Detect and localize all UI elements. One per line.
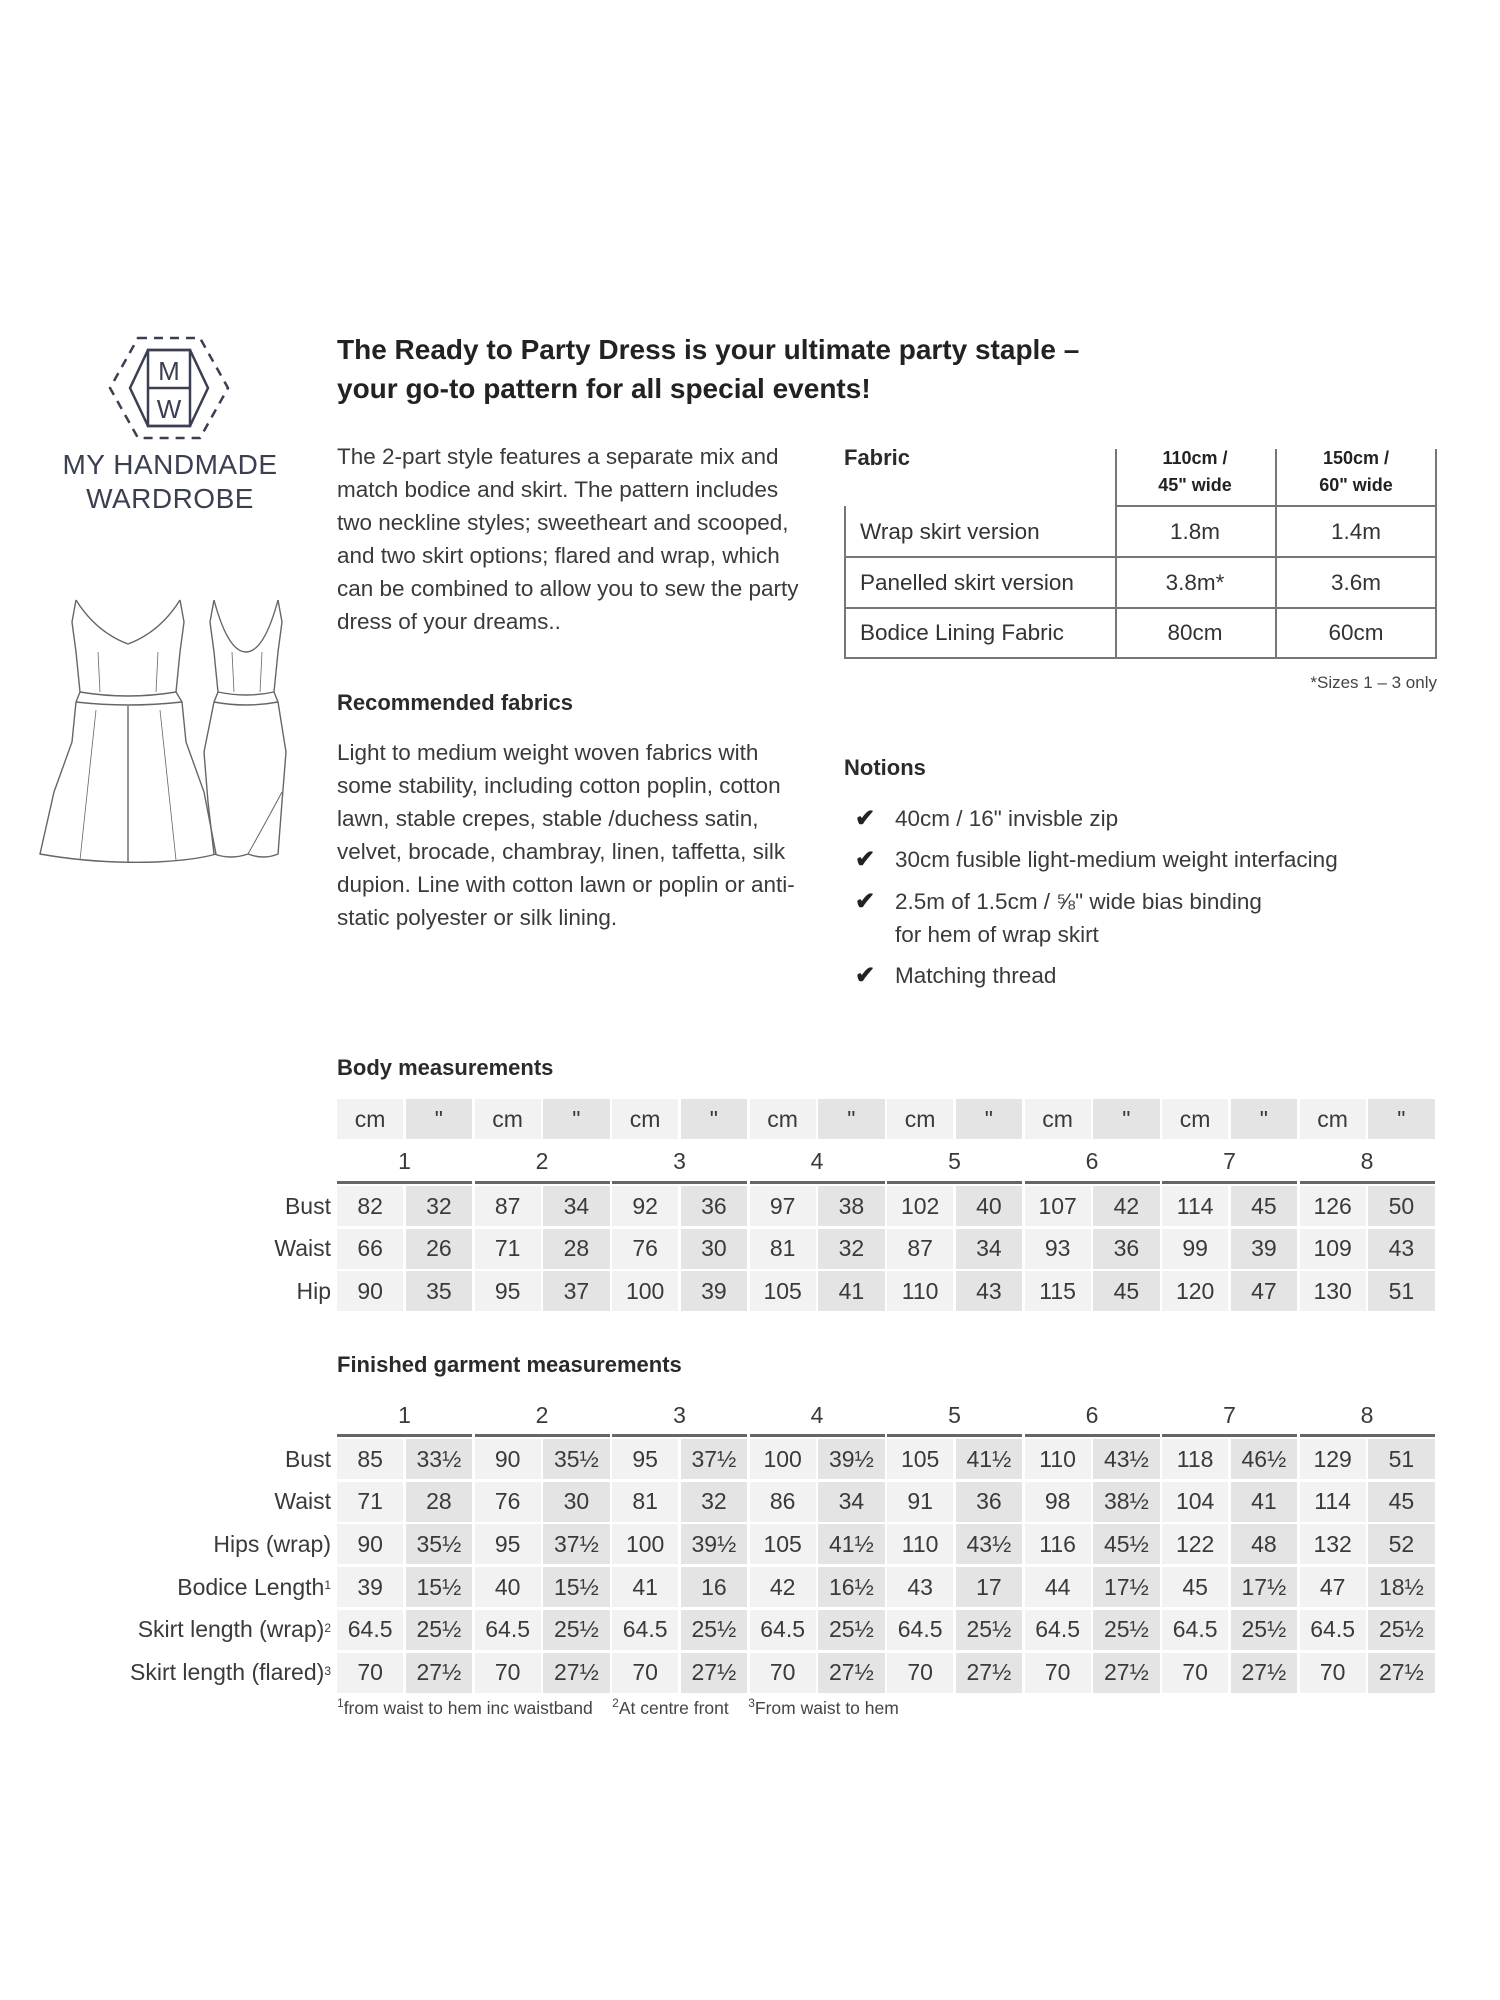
unit-cm-header: cm bbox=[1300, 1099, 1366, 1139]
measurement-cell: 51 bbox=[1368, 1439, 1434, 1479]
size-header: 6 bbox=[1085, 1401, 1099, 1428]
measurement-cell: 38½ bbox=[1093, 1482, 1159, 1522]
measurement-cell: 66 bbox=[337, 1229, 403, 1269]
measurement-cell: 114 bbox=[1300, 1482, 1366, 1522]
unit-inch-header: " bbox=[543, 1099, 609, 1139]
size-divider bbox=[337, 1181, 472, 1184]
size-header: 7 bbox=[1223, 1147, 1236, 1174]
size-header: 7 bbox=[1223, 1401, 1236, 1428]
measurement-cell: 87 bbox=[475, 1186, 541, 1226]
measurement-cell: 16½ bbox=[818, 1567, 884, 1607]
row-label-footnote: 2 bbox=[324, 1620, 331, 1635]
measurement-cell: 39½ bbox=[818, 1439, 884, 1479]
measurement-cell: 130 bbox=[1300, 1271, 1366, 1311]
measurement-cell: 36 bbox=[956, 1482, 1022, 1522]
measurement-cell: 93 bbox=[1025, 1229, 1091, 1269]
unit-inch-header: " bbox=[1231, 1099, 1297, 1139]
measurement-cell: 90 bbox=[475, 1439, 541, 1479]
measurement-cell: 17½ bbox=[1231, 1567, 1297, 1607]
measurement-cell: 100 bbox=[612, 1524, 678, 1564]
logo-hexagon-icon bbox=[108, 336, 230, 440]
measurement-cell: 64.5 bbox=[1162, 1610, 1228, 1650]
measurement-cell: 70 bbox=[750, 1653, 816, 1693]
body-measurements-heading: Body measurements bbox=[337, 1055, 554, 1080]
measurement-cell: 25½ bbox=[681, 1610, 747, 1650]
measurement-cell: 115 bbox=[1025, 1271, 1091, 1311]
measurement-cell: 30 bbox=[681, 1229, 747, 1269]
size-header: 4 bbox=[810, 1401, 824, 1428]
measurement-cell: 15½ bbox=[543, 1567, 609, 1607]
unit-inch-header: " bbox=[681, 1099, 747, 1139]
measurement-cell: 71 bbox=[475, 1229, 541, 1269]
measurement-cell: 90 bbox=[337, 1271, 403, 1311]
recommended-fabrics-text: Light to medium weight woven fabrics with some stability, including cotton poplin, cotton lawn, stable crepes, stable /duchess satin, velvet, brocade, chambray, linen, taffetta, silk dupion. Line with cotton lawn or poplin or anti-static polyester or silk lining. bbox=[337, 740, 795, 930]
measurement-cell: 45 bbox=[1162, 1567, 1228, 1607]
size-divider bbox=[750, 1434, 885, 1437]
measurement-cell: 17½ bbox=[1093, 1567, 1159, 1607]
fabric-row-150: 3.6m bbox=[1330, 569, 1382, 595]
unit-cm-header: cm bbox=[612, 1099, 678, 1139]
size-divider bbox=[475, 1434, 610, 1437]
size-header: 2 bbox=[535, 1147, 549, 1174]
fabric-col-150-line2: 60" wide bbox=[1319, 475, 1393, 495]
unit-cm-header: cm bbox=[1025, 1099, 1091, 1139]
measurement-cell: 64.5 bbox=[475, 1610, 541, 1650]
measurement-cell: 27½ bbox=[1368, 1653, 1434, 1693]
measurement-cell: 70 bbox=[1162, 1653, 1228, 1693]
measurement-cell: 25½ bbox=[1368, 1610, 1434, 1650]
measurement-cell: 47 bbox=[1231, 1271, 1297, 1311]
measurement-cell: 17 bbox=[956, 1567, 1022, 1607]
measurement-cell: 37½ bbox=[681, 1439, 747, 1479]
measurement-cell: 110 bbox=[887, 1271, 953, 1311]
measurement-cell: 114 bbox=[1162, 1186, 1228, 1226]
size-header: 5 bbox=[948, 1401, 961, 1428]
measurement-cell: 27½ bbox=[543, 1653, 609, 1693]
measurement-cell: 76 bbox=[612, 1229, 678, 1269]
measurement-cell: 26 bbox=[406, 1229, 472, 1269]
measurement-cell: 37 bbox=[543, 1271, 609, 1311]
size-divider bbox=[1300, 1434, 1435, 1437]
measurement-cell: 32 bbox=[818, 1229, 884, 1269]
notion-text-line2: for hem of wrap skirt bbox=[895, 922, 1099, 947]
measurement-cell: 64.5 bbox=[337, 1610, 403, 1650]
row-label bbox=[138, 1610, 331, 1650]
measurement-cell: 70 bbox=[612, 1653, 678, 1693]
size-divider bbox=[1300, 1181, 1435, 1184]
measurement-cell: 85 bbox=[337, 1439, 403, 1479]
measurement-cell: 118 bbox=[1162, 1439, 1228, 1479]
measurement-cell: 27½ bbox=[681, 1653, 747, 1693]
row-label-text: Hips (wrap) bbox=[213, 1530, 331, 1557]
measurement-cell: 98 bbox=[1025, 1482, 1091, 1522]
row-label-footnote: 1 bbox=[324, 1578, 331, 1593]
measurement-cell: 71 bbox=[337, 1482, 403, 1522]
measurement-cell: 99 bbox=[1162, 1229, 1228, 1269]
notions-heading: Notions bbox=[844, 755, 926, 780]
fabric-table bbox=[844, 445, 1437, 692]
measurement-cell: 25½ bbox=[543, 1610, 609, 1650]
svg-text:M: M bbox=[158, 356, 180, 386]
measurement-cell: 48 bbox=[1231, 1524, 1297, 1564]
measurement-cell: 15½ bbox=[406, 1567, 472, 1607]
row-label bbox=[296, 1271, 331, 1311]
measurement-cell: 34 bbox=[818, 1482, 884, 1522]
measurement-cell: 104 bbox=[1162, 1482, 1228, 1522]
measurement-cell: 70 bbox=[1025, 1653, 1091, 1693]
measurement-cell: 36 bbox=[1093, 1229, 1159, 1269]
size-header: 1 bbox=[398, 1147, 411, 1174]
notion-text: 2.5m of 1.5cm / ⅝" wide bias binding bbox=[895, 889, 1262, 914]
measurement-cell: 42 bbox=[750, 1567, 816, 1607]
unit-cm-header: cm bbox=[475, 1099, 541, 1139]
measurement-cell: 25½ bbox=[818, 1610, 884, 1650]
measurement-cell: 64.5 bbox=[612, 1610, 678, 1650]
notion-text: 40cm / 16" invisble zip bbox=[895, 806, 1119, 831]
measurement-cell: 39 bbox=[681, 1271, 747, 1311]
measurement-cell: 76 bbox=[475, 1482, 541, 1522]
notion-text: 30cm fusible light-medium weight interfacing bbox=[895, 847, 1338, 872]
fabric-sizes-note: *Sizes 1 – 3 only bbox=[1310, 673, 1437, 692]
measurement-cell: 64.5 bbox=[750, 1610, 816, 1650]
measurement-cell: 33½ bbox=[406, 1439, 472, 1479]
measurement-cell: 64.5 bbox=[1300, 1610, 1366, 1650]
measurement-cell: 32 bbox=[681, 1482, 747, 1522]
notion-text: Matching thread bbox=[895, 963, 1057, 988]
row-label bbox=[213, 1524, 331, 1564]
size-divider bbox=[887, 1181, 1022, 1184]
measurement-cell: 91 bbox=[887, 1482, 953, 1522]
measurement-cell: 45 bbox=[1093, 1271, 1159, 1311]
fabric-col-150-line1: 150cm / bbox=[1322, 448, 1390, 468]
measurement-cell: 28 bbox=[406, 1482, 472, 1522]
size-header: 4 bbox=[810, 1147, 824, 1174]
size-divider bbox=[750, 1181, 885, 1184]
measurement-cell: 27½ bbox=[406, 1653, 472, 1693]
fabric-col-110-line2: 45" wide bbox=[1158, 475, 1232, 495]
measurement-cell: 34 bbox=[543, 1186, 609, 1226]
size-divider bbox=[1025, 1434, 1160, 1437]
measurement-cell: 39 bbox=[337, 1567, 403, 1607]
measurement-cell: 97 bbox=[750, 1186, 816, 1226]
measurement-cell: 27½ bbox=[956, 1653, 1022, 1693]
measurement-cell: 70 bbox=[475, 1653, 541, 1693]
fabric-table-title: Fabric bbox=[844, 445, 911, 470]
row-label-text: Bust bbox=[284, 1445, 331, 1472]
fabric-row-110: 3.8m* bbox=[1165, 569, 1225, 595]
dress-drawing-icon bbox=[36, 592, 296, 867]
unit-inch-header: " bbox=[956, 1099, 1022, 1139]
unit-cm-header: cm bbox=[1162, 1099, 1228, 1139]
measurement-cell: 45½ bbox=[1093, 1524, 1159, 1564]
measurement-cell: 41½ bbox=[818, 1524, 884, 1564]
finished-footnotes bbox=[337, 1698, 899, 1719]
measurement-cell: 42 bbox=[1093, 1186, 1159, 1226]
fabric-row-110: 1.8m bbox=[1169, 519, 1221, 544]
fabric-col-110 bbox=[1115, 445, 1275, 499]
measurement-cell: 36 bbox=[681, 1186, 747, 1226]
measurement-cell: 43 bbox=[1368, 1229, 1434, 1269]
measurement-cell: 107 bbox=[1025, 1186, 1091, 1226]
measurement-cell: 132 bbox=[1300, 1524, 1366, 1564]
unit-inch-header: " bbox=[1368, 1099, 1434, 1139]
measurement-cell: 81 bbox=[750, 1229, 816, 1269]
measurement-cell: 39 bbox=[1231, 1229, 1297, 1269]
row-label-text: Skirt length (wrap) bbox=[137, 1616, 325, 1643]
unit-inch-header: " bbox=[818, 1099, 884, 1139]
size-header: 2 bbox=[535, 1401, 549, 1428]
size-divider bbox=[337, 1434, 472, 1437]
measurement-cell: 43 bbox=[887, 1567, 953, 1607]
size-divider bbox=[1162, 1434, 1297, 1437]
size-header: 6 bbox=[1085, 1147, 1099, 1174]
measurement-cell: 50 bbox=[1368, 1186, 1434, 1226]
row-label-footnote: 3 bbox=[324, 1663, 331, 1678]
measurement-cell: 95 bbox=[612, 1439, 678, 1479]
measurement-cell: 25½ bbox=[406, 1610, 472, 1650]
finished-measurements-heading: Finished garment measurements bbox=[337, 1352, 682, 1377]
measurement-cell: 70 bbox=[887, 1653, 953, 1693]
fabric-col-150 bbox=[1275, 445, 1437, 499]
measurement-cell: 16 bbox=[681, 1567, 747, 1607]
measurement-cell: 95 bbox=[475, 1271, 541, 1311]
row-label bbox=[285, 1439, 331, 1479]
size-divider bbox=[475, 1181, 610, 1184]
measurement-cell: 43 bbox=[956, 1271, 1022, 1311]
row-label-text: Skirt length (flared) bbox=[130, 1659, 325, 1685]
row-label bbox=[177, 1567, 331, 1607]
measurement-cell: 41 bbox=[818, 1271, 884, 1311]
measurement-cell: 70 bbox=[337, 1653, 403, 1693]
intro-paragraph: The 2-part style features a separate mix and match bodice and skirt. The pattern includes two neckline styles; sweetheart and scooped, and two skirt options; flared and wrap, which can be combined to allow you to sew the party dress of your dreams.. bbox=[337, 444, 799, 634]
size-divider bbox=[1025, 1181, 1160, 1184]
measurement-cell: 70 bbox=[1300, 1653, 1366, 1693]
page-title-line1: The Ready to Party Dress is your ultimate party staple – bbox=[337, 334, 1080, 365]
notion-item bbox=[855, 959, 1415, 1029]
measurement-cell: 81 bbox=[612, 1482, 678, 1522]
unit-inch-header: " bbox=[1093, 1099, 1159, 1139]
measurement-cell: 44 bbox=[1025, 1567, 1091, 1607]
measurement-cell: 109 bbox=[1300, 1229, 1366, 1269]
footnote-1: $^1$from waist to hem inc waistband bbox=[337, 1696, 593, 1718]
measurement-cell: 90 bbox=[337, 1524, 403, 1564]
measurement-cell: 64.5 bbox=[887, 1610, 953, 1650]
measurement-cell: 92 bbox=[612, 1186, 678, 1226]
measurement-cell: 41 bbox=[612, 1567, 678, 1607]
measurement-cell: 105 bbox=[887, 1439, 953, 1479]
measurement-cell: 95 bbox=[475, 1524, 541, 1564]
row-label bbox=[274, 1229, 331, 1269]
notion-item bbox=[855, 885, 1415, 955]
fabric-row-label: Wrap skirt version bbox=[860, 519, 1040, 544]
measurement-cell: 41 bbox=[1231, 1482, 1297, 1522]
measurement-cell: 105 bbox=[750, 1271, 816, 1311]
fabric-row-150: 60cm bbox=[1328, 620, 1384, 645]
size-divider bbox=[1162, 1181, 1297, 1184]
brand-name-line1: MY HANDMADE bbox=[62, 449, 278, 480]
unit-cm-header: cm bbox=[887, 1099, 953, 1139]
fabric-row-110: 80cm bbox=[1167, 620, 1223, 645]
measurement-cell: 45 bbox=[1231, 1186, 1297, 1226]
measurement-cell: 25½ bbox=[1093, 1610, 1159, 1650]
measurement-cell: 27½ bbox=[1093, 1653, 1159, 1693]
page-title bbox=[337, 330, 1157, 408]
measurement-cell: 105 bbox=[750, 1524, 816, 1564]
brand-logo bbox=[108, 336, 230, 440]
measurement-cell: 37½ bbox=[543, 1524, 609, 1564]
measurement-cell: 64.5 bbox=[1025, 1610, 1091, 1650]
size-header: 5 bbox=[948, 1147, 961, 1174]
measurement-cell: 25½ bbox=[1231, 1610, 1297, 1650]
measurement-cell: 46½ bbox=[1231, 1439, 1297, 1479]
measurement-cell: 27½ bbox=[1231, 1653, 1297, 1693]
size-header: 8 bbox=[1360, 1147, 1374, 1174]
measurement-cell: 28 bbox=[543, 1229, 609, 1269]
brand-name-line2: WARDROBE bbox=[86, 483, 254, 514]
measurement-cell: 25½ bbox=[956, 1610, 1022, 1650]
row-label bbox=[285, 1186, 331, 1226]
footnote-2: $^2$At centre front bbox=[612, 1696, 729, 1718]
row-label bbox=[274, 1482, 331, 1522]
measurement-cell: 120 bbox=[1162, 1271, 1228, 1311]
dress-illustrations bbox=[36, 592, 296, 867]
unit-cm-header: cm bbox=[750, 1099, 816, 1139]
measurement-cell: 40 bbox=[475, 1567, 541, 1607]
row-label-text: Bust bbox=[284, 1192, 331, 1219]
measurement-cell: 86 bbox=[750, 1482, 816, 1522]
row-label-text: Hip bbox=[296, 1277, 331, 1304]
measurement-cell: 43½ bbox=[956, 1524, 1022, 1564]
measurement-cell: 18½ bbox=[1368, 1567, 1434, 1607]
check-icon: ✔ bbox=[855, 846, 876, 873]
check-icon: ✔ bbox=[855, 962, 876, 989]
row-label-text: Waist bbox=[274, 1235, 331, 1262]
size-divider bbox=[887, 1434, 1022, 1437]
measurement-cell: 43½ bbox=[1093, 1439, 1159, 1479]
measurement-cell: 47 bbox=[1300, 1567, 1366, 1607]
measurement-cell: 45 bbox=[1368, 1482, 1434, 1522]
measurement-cell: 34 bbox=[956, 1229, 1022, 1269]
measurement-cell: 35½ bbox=[543, 1439, 609, 1479]
footnote-3: $^3$From waist to hem bbox=[748, 1696, 899, 1718]
row-label-text: Bodice Length bbox=[177, 1573, 325, 1600]
unit-cm-header: cm bbox=[337, 1099, 403, 1139]
measurement-cell: 116 bbox=[1025, 1524, 1091, 1564]
measurement-cell: 35½ bbox=[406, 1524, 472, 1564]
measurement-cell: 100 bbox=[612, 1271, 678, 1311]
measurement-cell: 41½ bbox=[956, 1439, 1022, 1479]
measurement-cell: 126 bbox=[1300, 1186, 1366, 1226]
recommended-fabrics-heading: Recommended fabrics bbox=[337, 690, 573, 715]
measurement-cell: 102 bbox=[887, 1186, 953, 1226]
measurement-cell: 122 bbox=[1162, 1524, 1228, 1564]
size-header: 3 bbox=[673, 1147, 686, 1174]
fabric-row-label: Panelled skirt version bbox=[860, 569, 1074, 595]
measurement-cell: 32 bbox=[406, 1186, 472, 1226]
svg-text:W: W bbox=[156, 394, 182, 424]
measurement-cell: 87 bbox=[887, 1229, 953, 1269]
row-label-text: Waist bbox=[274, 1488, 331, 1515]
measurement-cell: 38 bbox=[818, 1186, 884, 1226]
size-divider bbox=[612, 1181, 747, 1184]
measurement-cell: 110 bbox=[1025, 1439, 1091, 1479]
measurement-cell: 100 bbox=[750, 1439, 816, 1479]
measurement-cell: 129 bbox=[1300, 1439, 1366, 1479]
fabric-row-label: Bodice Lining Fabric bbox=[860, 620, 1064, 645]
measurement-cell: 52 bbox=[1368, 1524, 1434, 1564]
fabric-col-110-line1: 110cm / bbox=[1162, 448, 1228, 468]
size-header: 8 bbox=[1360, 1401, 1374, 1428]
check-icon: ✔ bbox=[855, 805, 876, 832]
measurement-cell: 40 bbox=[956, 1186, 1022, 1226]
measurement-cell: 27½ bbox=[818, 1653, 884, 1693]
measurement-cell: 39½ bbox=[681, 1524, 747, 1564]
check-icon: ✔ bbox=[855, 888, 876, 915]
page-title-line2: your go-to pattern for all special events! bbox=[337, 373, 871, 404]
measurement-cell: 110 bbox=[887, 1524, 953, 1564]
measurement-cell: 82 bbox=[337, 1186, 403, 1226]
size-divider bbox=[612, 1434, 747, 1437]
size-header: 3 bbox=[673, 1401, 686, 1428]
row-label bbox=[130, 1653, 331, 1693]
measurement-cell: 35 bbox=[406, 1271, 472, 1311]
measurement-cell: 51 bbox=[1368, 1271, 1434, 1311]
unit-inch-header: " bbox=[406, 1099, 472, 1139]
size-header: 1 bbox=[398, 1401, 411, 1428]
measurement-cell: 30 bbox=[543, 1482, 609, 1522]
fabric-row-150: 1.4m bbox=[1330, 519, 1382, 544]
